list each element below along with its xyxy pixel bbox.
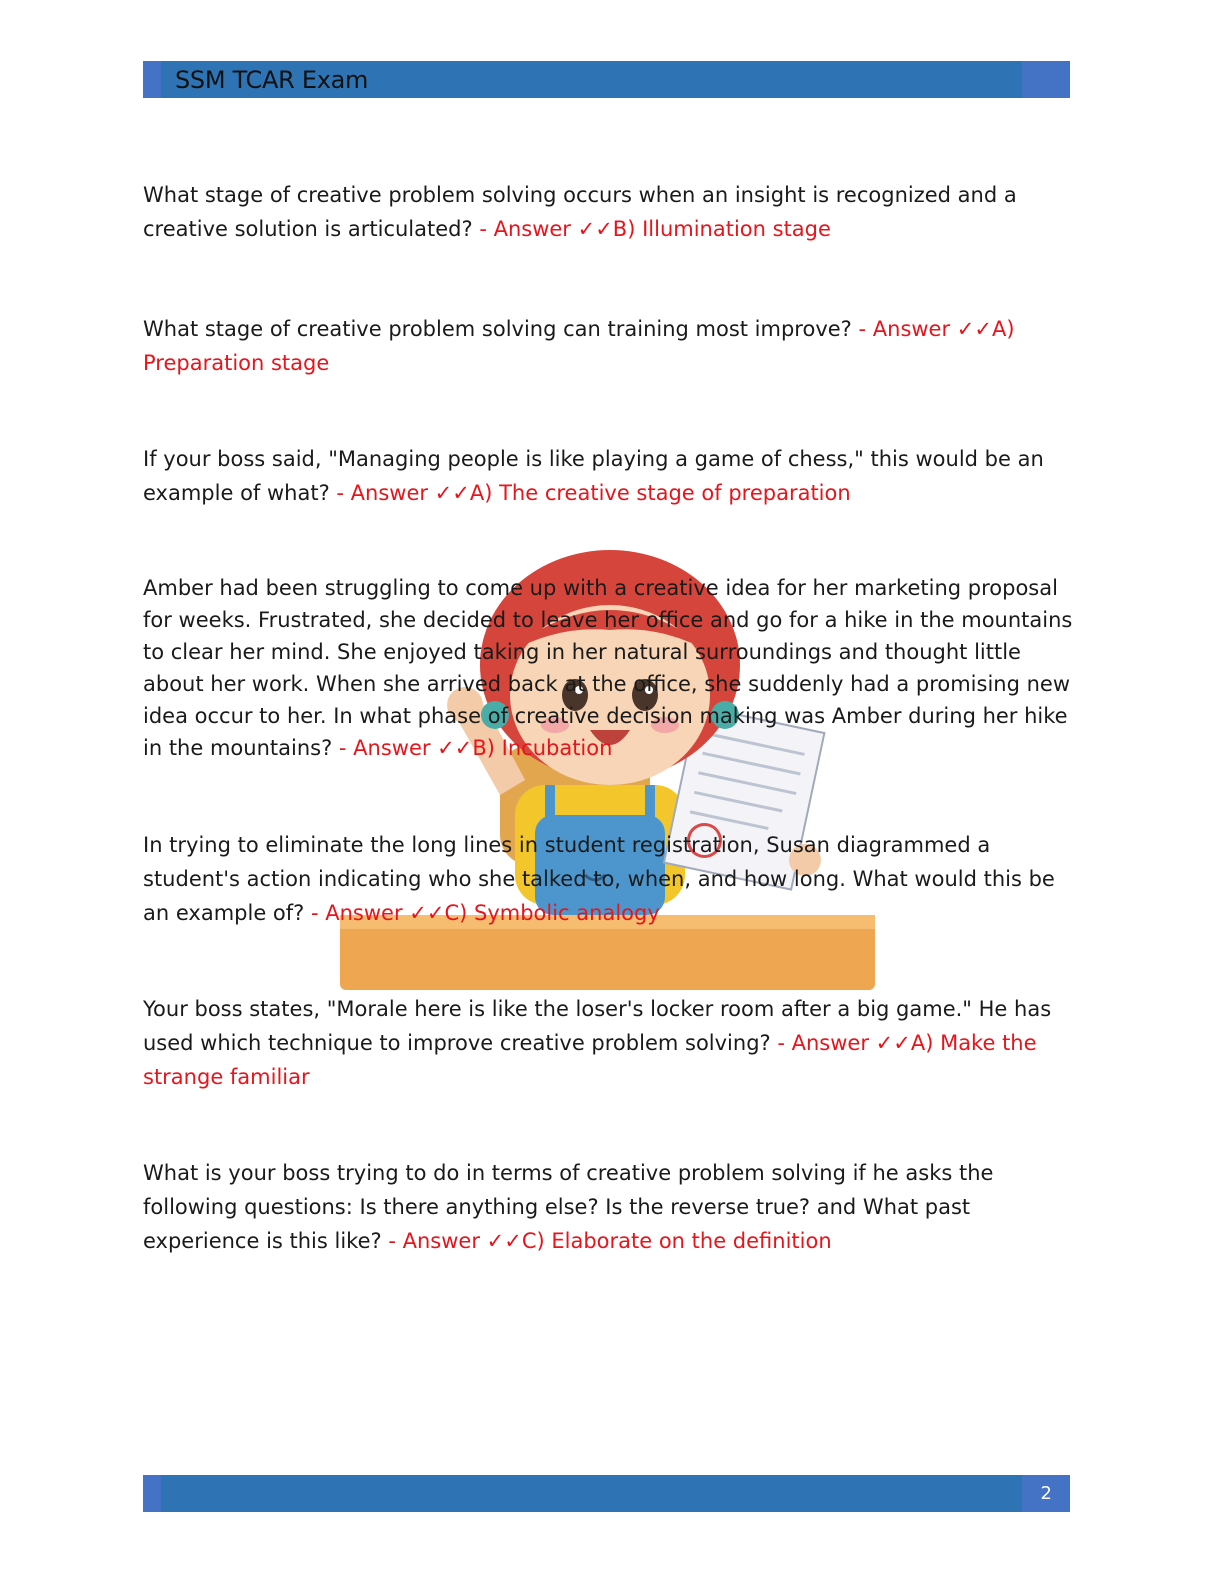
question-text: What stage of creative problem solving can training most improve? — [143, 317, 852, 341]
footer-bar — [143, 1475, 1070, 1512]
question-text: What is your boss trying to do in terms of creative problem solving if he asks the following questions: Is there anything else? Is the reverse true? and What past experience is this like? — [143, 1161, 994, 1253]
question-text: What stage of creative problem solving occurs when an insight is recognized and a creative solution is articulated? — [143, 183, 1017, 241]
question-text: Amber had been struggling to come up with a creative idea for her marketing proposal for weeks. Frustrated, she decided to leave her office and go for a hike in the mountains to clear her mind. She enjoyed taking in her natural surroundings and thought little about her work. When she arrived back at the office, she suddenly had a promising new idea occur to her. In what phase of creative decision making was Amber during her hike in the mountains? — [143, 576, 1073, 760]
qa-item — [143, 992, 1073, 1094]
qa-item — [143, 1156, 1073, 1258]
qa-item — [143, 312, 1073, 380]
answer-text: - Answer ✓✓B) Illumination stage — [479, 217, 831, 241]
header-left-accent — [143, 61, 161, 98]
qa-item — [143, 828, 1073, 930]
header-right-accent — [1022, 61, 1070, 98]
qa-item — [143, 178, 1073, 246]
footer-left-accent — [143, 1475, 161, 1512]
qa-list — [143, 178, 1073, 1258]
document-title: SSM TCAR Exam — [175, 66, 369, 94]
question-text: In trying to eliminate the long lines in student registration, Susan diagrammed a student's action indicating who she talked to, when, and how long. What would this be an example of? — [143, 833, 1055, 925]
page-number: 2 — [1040, 1483, 1052, 1504]
answer-text: - Answer ✓✓C) Symbolic analogy — [311, 901, 660, 925]
qa-item — [143, 442, 1073, 510]
answer-text: - Answer ✓✓B) Incubation — [338, 736, 613, 760]
answer-text: - Answer ✓✓A) The creative stage of preparation — [336, 481, 851, 505]
question-text: Your boss states, "Morale here is like the loser's locker room after a big game." He has used which technique to improve creative problem solving? — [143, 997, 1052, 1055]
qa-item — [143, 572, 1073, 764]
question-text: If your boss said, "Managing people is like playing a game of chess," this would be an example of what? — [143, 447, 1044, 505]
answer-text: - Answer ✓✓A) Preparation stage — [143, 317, 1015, 375]
header-bar — [143, 61, 1070, 98]
answer-text: - Answer ✓✓A) Make the strange familiar — [143, 1031, 1037, 1089]
answer-text: - Answer ✓✓C) Elaborate on the definition — [388, 1229, 832, 1253]
